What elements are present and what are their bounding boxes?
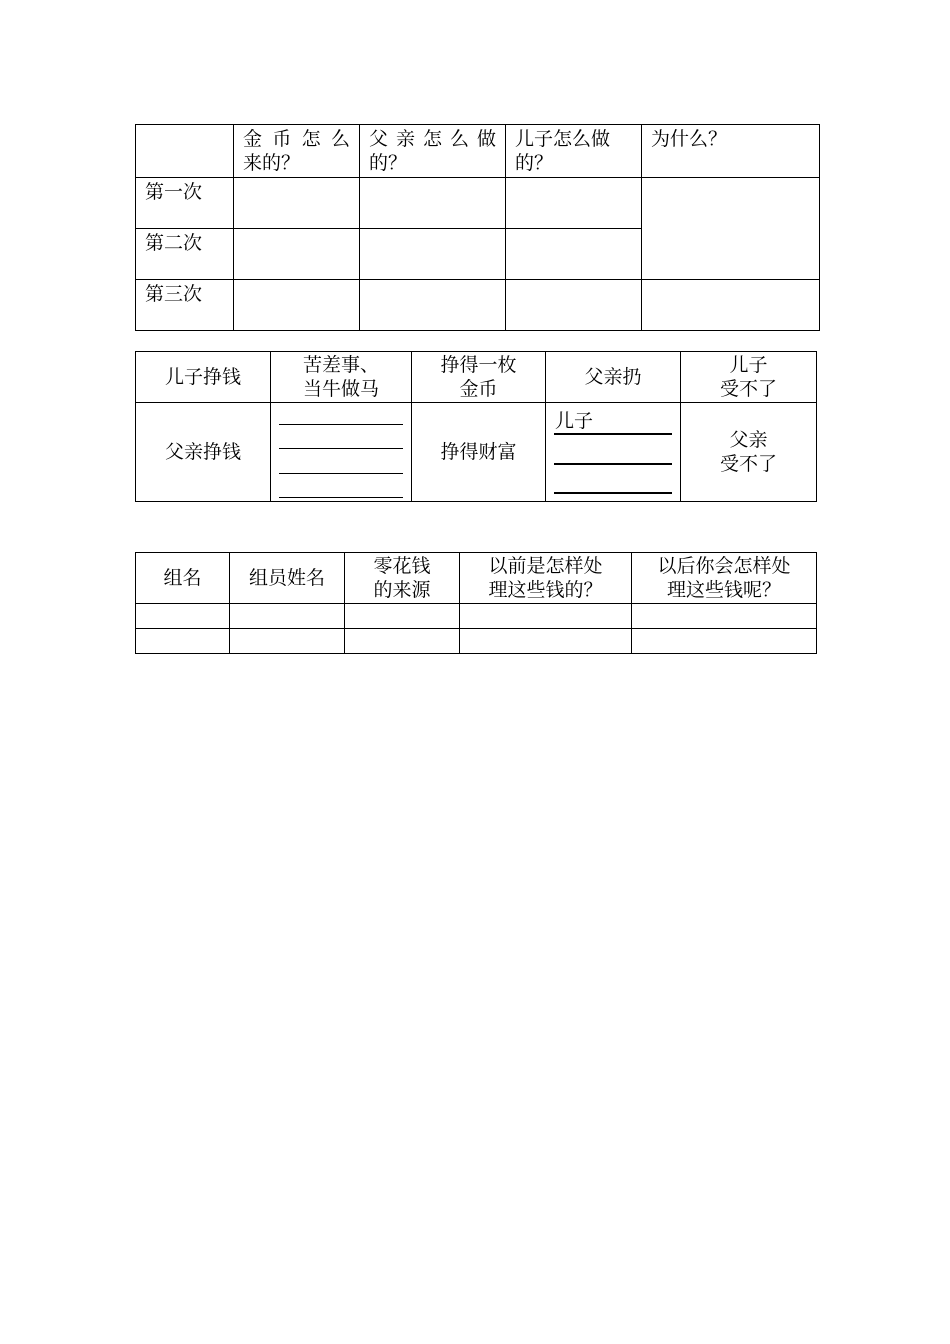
answer-cell[interactable] xyxy=(506,178,642,229)
pocket-money-table xyxy=(135,552,817,654)
header-text-line1: 金币怎么 xyxy=(243,128,350,150)
son-prefix-text: 儿子 xyxy=(555,410,594,432)
answer-cell[interactable] xyxy=(642,280,820,331)
answer-cell[interactable] xyxy=(460,604,632,629)
hard-work-line1: 苦差事、 xyxy=(302,354,379,376)
row-label-second: 第二次 xyxy=(136,229,234,280)
answer-cell[interactable] xyxy=(632,629,817,654)
table-header-row xyxy=(136,553,817,604)
fill-blank-line[interactable] xyxy=(279,424,403,425)
header-future-handling-line2: 理这些钱呢？ xyxy=(666,579,781,601)
fill-blank-line[interactable] xyxy=(554,463,672,465)
father-throws-cell: 父亲扔 xyxy=(546,352,681,403)
father-cannot-bear-line2: 受不了 xyxy=(719,453,777,475)
fill-blank-cell[interactable] xyxy=(271,403,412,502)
answer-cell[interactable] xyxy=(234,280,360,331)
header-text-line2: 的？ xyxy=(515,152,554,174)
answer-cell[interactable] xyxy=(345,629,460,654)
header-cell-father-action xyxy=(360,125,506,178)
answer-cell-why-merged[interactable] xyxy=(642,178,820,280)
header-future-handling xyxy=(632,553,817,604)
answer-cell[interactable] xyxy=(230,629,345,654)
header-text-line2: 来的？ xyxy=(243,152,301,174)
fill-blank-line[interactable] xyxy=(279,473,403,474)
fill-blank-line[interactable] xyxy=(279,497,403,498)
answer-cell[interactable] xyxy=(136,629,230,654)
header-text-line1: 为什么？ xyxy=(651,128,728,150)
header-cell-empty xyxy=(136,125,234,178)
table-row xyxy=(136,280,820,331)
answer-cell[interactable] xyxy=(360,178,506,229)
hard-work-cell xyxy=(271,352,412,403)
earn-coin-cell xyxy=(412,352,546,403)
comparison-table xyxy=(135,351,817,502)
father-earns-label: 父亲挣钱 xyxy=(136,403,271,502)
table-row xyxy=(136,352,817,403)
answer-cell[interactable] xyxy=(360,280,506,331)
son-cannot-bear-cell xyxy=(681,352,817,403)
answer-cell[interactable] xyxy=(136,604,230,629)
son-cannot-bear-line2: 受不了 xyxy=(719,378,777,400)
son-cannot-bear-line1: 儿子 xyxy=(729,354,768,376)
header-cell-why xyxy=(642,125,820,178)
header-text-line1: 父亲怎么做 xyxy=(369,128,496,150)
answer-cell[interactable] xyxy=(506,280,642,331)
header-member-names: 组员姓名 xyxy=(230,553,345,604)
earn-wealth-cell: 挣得财富 xyxy=(412,403,546,502)
table-header-row xyxy=(136,125,820,178)
father-cannot-bear-line1: 父亲 xyxy=(729,429,768,451)
earn-coin-line1: 挣得一枚 xyxy=(440,354,517,376)
son-earns-label: 儿子挣钱 xyxy=(136,352,271,403)
row-label-first: 第一次 xyxy=(136,178,234,229)
table-row xyxy=(136,403,817,502)
header-past-handling-line2: 理这些钱的？ xyxy=(488,579,603,601)
father-cannot-bear-cell xyxy=(681,403,817,502)
header-money-source-line1: 零花钱 xyxy=(373,555,431,577)
header-cell-how-coin-came xyxy=(234,125,360,178)
fill-blank-line[interactable] xyxy=(554,492,672,494)
table-row xyxy=(136,629,817,654)
answer-cell[interactable] xyxy=(345,604,460,629)
header-money-source xyxy=(345,553,460,604)
header-cell-son-action xyxy=(506,125,642,178)
fill-blank-line[interactable] xyxy=(279,448,403,449)
answer-cell[interactable] xyxy=(460,629,632,654)
answer-cell[interactable] xyxy=(230,604,345,629)
answer-cell[interactable] xyxy=(360,229,506,280)
hard-work-line2: 当牛做马 xyxy=(302,378,379,400)
header-past-handling-line1: 以前是怎样处 xyxy=(488,555,603,577)
row-label-third: 第三次 xyxy=(136,280,234,331)
answer-cell[interactable] xyxy=(506,229,642,280)
answer-cell[interactable] xyxy=(234,229,360,280)
gold-coin-table xyxy=(135,124,820,331)
fill-blank-line[interactable] xyxy=(554,433,672,435)
header-past-handling xyxy=(460,553,632,604)
answer-cell[interactable] xyxy=(234,178,360,229)
son-fill-blank-cell[interactable] xyxy=(546,403,681,502)
header-group-name: 组名 xyxy=(136,553,230,604)
table-row xyxy=(136,604,817,629)
header-money-source-line2: 的来源 xyxy=(373,579,431,601)
table-row xyxy=(136,178,820,229)
answer-cell[interactable] xyxy=(632,604,817,629)
header-text-line2: 的？ xyxy=(369,152,408,174)
earn-coin-line2: 金币 xyxy=(459,378,498,400)
header-future-handling-line1: 以后你会怎样处 xyxy=(657,555,791,577)
header-text-line1: 儿子怎么做 xyxy=(515,128,611,150)
